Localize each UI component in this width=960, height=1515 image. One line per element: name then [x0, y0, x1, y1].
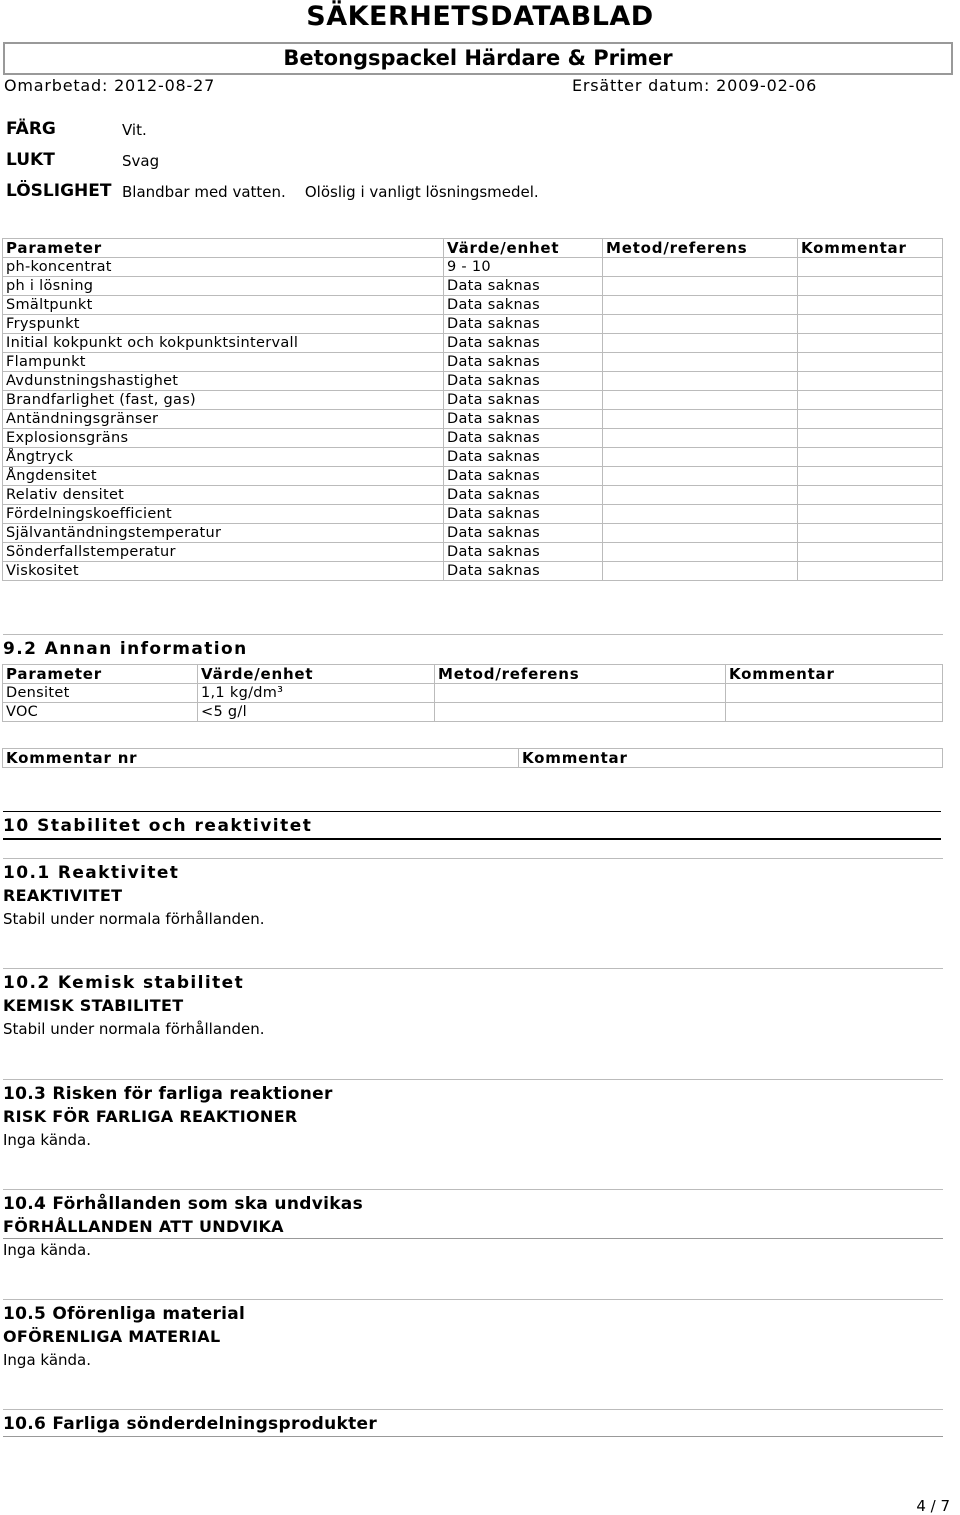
subsection-heading: 10.5 Oförenliga material	[3, 1299, 943, 1326]
product-name: Betongspackel Härdare & Primer	[3, 42, 953, 75]
table-header-row	[3, 665, 943, 684]
param-value: Data saknas	[444, 429, 603, 448]
page-number: 4 / 7	[916, 1497, 950, 1515]
section-10-heading: 10 Stabilitet och reaktivitet	[3, 811, 941, 840]
table-row	[3, 703, 943, 722]
param-name: Ångdensitet	[3, 467, 444, 486]
param-value: Data saknas	[444, 524, 603, 543]
subsection-text: Stabil under normala förhållanden.	[3, 1020, 265, 1038]
comment-table	[2, 748, 943, 768]
subsection-label: FÖRHÅLLANDEN ATT UNDVIKA	[3, 1216, 943, 1239]
header-method: Metod/referens	[435, 665, 726, 684]
param-name: Fördelningskoefficient	[3, 505, 444, 524]
param-value: Data saknas	[444, 277, 603, 296]
table-header-row	[3, 239, 943, 258]
replaces-date: Ersätter datum: 2009-02-06	[572, 76, 818, 95]
param-name: Explosionsgräns	[3, 429, 444, 448]
subsection-heading: 10.1 Reaktivitet	[3, 858, 943, 885]
table-row	[3, 353, 943, 372]
param-name: Brandfarlighet (fast, gas)	[3, 391, 444, 410]
subsection-text: Stabil under normala förhållanden.	[3, 910, 265, 928]
param-value: 1,1 kg/dm³	[198, 684, 435, 703]
header-comment: Kommentar	[798, 239, 943, 258]
param-value: Data saknas	[444, 353, 603, 372]
param-value: Data saknas	[444, 543, 603, 562]
header-parameter: Parameter	[3, 239, 444, 258]
header-comment-nr: Kommentar nr	[3, 749, 519, 768]
param-value: Data saknas	[444, 562, 603, 581]
table-header-row	[3, 749, 943, 768]
param-name: ph-koncentrat	[3, 258, 444, 277]
header-value: Värde/enhet	[198, 665, 435, 684]
param-name: Ångtryck	[3, 448, 444, 467]
param-name: Smältpunkt	[3, 296, 444, 315]
odor-label: LUKT	[6, 150, 55, 170]
table-row	[3, 524, 943, 543]
section-9-2-heading: 9.2 Annan information	[3, 634, 943, 661]
param-name: Flampunkt	[3, 353, 444, 372]
subsection-heading: 10.3 Risken för farliga reaktioner	[3, 1079, 943, 1106]
header-value: Värde/enhet	[444, 239, 603, 258]
parameter-table	[2, 238, 943, 581]
table-row	[3, 258, 943, 277]
param-value: 9 - 10	[444, 258, 603, 277]
param-name: Densitet	[3, 684, 198, 703]
param-name: VOC	[3, 703, 198, 722]
solubility-label: LÖSLIGHET	[6, 181, 112, 201]
table-row	[3, 334, 943, 353]
other-info-table	[2, 664, 943, 722]
param-name: Antändningsgränser	[3, 410, 444, 429]
param-value: Data saknas	[444, 505, 603, 524]
param-name: ph i lösning	[3, 277, 444, 296]
param-name: Relativ densitet	[3, 486, 444, 505]
header-parameter: Parameter	[3, 665, 198, 684]
param-name: Självantändningstemperatur	[3, 524, 444, 543]
param-name: Viskositet	[3, 562, 444, 581]
table-row	[3, 486, 943, 505]
param-value: Data saknas	[444, 467, 603, 486]
table-row	[3, 448, 943, 467]
header-comment: Kommentar	[519, 749, 943, 768]
table-row	[3, 467, 943, 486]
header-comment: Kommentar	[726, 665, 943, 684]
table-row	[3, 277, 943, 296]
revised-date: Omarbetad: 2012-08-27	[4, 76, 216, 95]
subsection-label: KEMISK STABILITET	[3, 996, 184, 1015]
param-name: Fryspunkt	[3, 315, 444, 334]
param-value: Data saknas	[444, 334, 603, 353]
param-value: Data saknas	[444, 372, 603, 391]
param-name: Sönderfallstemperatur	[3, 543, 444, 562]
param-value: Data saknas	[444, 486, 603, 505]
param-value: Data saknas	[444, 448, 603, 467]
table-row	[3, 315, 943, 334]
table-row	[3, 429, 943, 448]
subsection-label: RISK FÖR FARLIGA REAKTIONER	[3, 1107, 298, 1126]
subsection-text: Inga kända.	[3, 1351, 92, 1369]
param-value: Data saknas	[444, 296, 603, 315]
subsection-heading: 10.4 Förhållanden som ska undvikas	[3, 1189, 943, 1216]
color-label: FÄRG	[6, 119, 56, 139]
param-value: Data saknas	[444, 410, 603, 429]
subsection-heading: 10.6 Farliga sönderdelningsprodukter	[3, 1409, 943, 1437]
param-name: Initial kokpunkt och kokpunktsintervall	[3, 334, 444, 353]
table-row	[3, 296, 943, 315]
param-value: <5 g/l	[198, 703, 435, 722]
subsection-label: REAKTIVITET	[3, 886, 123, 905]
solubility-value: Blandbar med vatten. Olöslig i vanligt lösningsmedel.	[122, 183, 539, 201]
subsection-text: Inga kända.	[3, 1131, 92, 1149]
table-row	[3, 562, 943, 581]
table-row	[3, 505, 943, 524]
table-row	[3, 372, 943, 391]
header-method: Metod/referens	[603, 239, 798, 258]
param-value: Data saknas	[444, 315, 603, 334]
odor-value: Svag	[122, 152, 160, 170]
subsection-text: Inga kända.	[3, 1241, 92, 1259]
color-value: Vit.	[122, 121, 147, 139]
table-row	[3, 391, 943, 410]
table-row	[3, 543, 943, 562]
subsection-label: OFÖRENLIGA MATERIAL	[3, 1327, 221, 1346]
document-title: SÄKERHETSDATABLAD	[306, 1, 654, 32]
table-row	[3, 684, 943, 703]
param-name: Avdunstningshastighet	[3, 372, 444, 391]
table-row	[3, 410, 943, 429]
subsection-heading: 10.2 Kemisk stabilitet	[3, 968, 943, 995]
param-value: Data saknas	[444, 391, 603, 410]
